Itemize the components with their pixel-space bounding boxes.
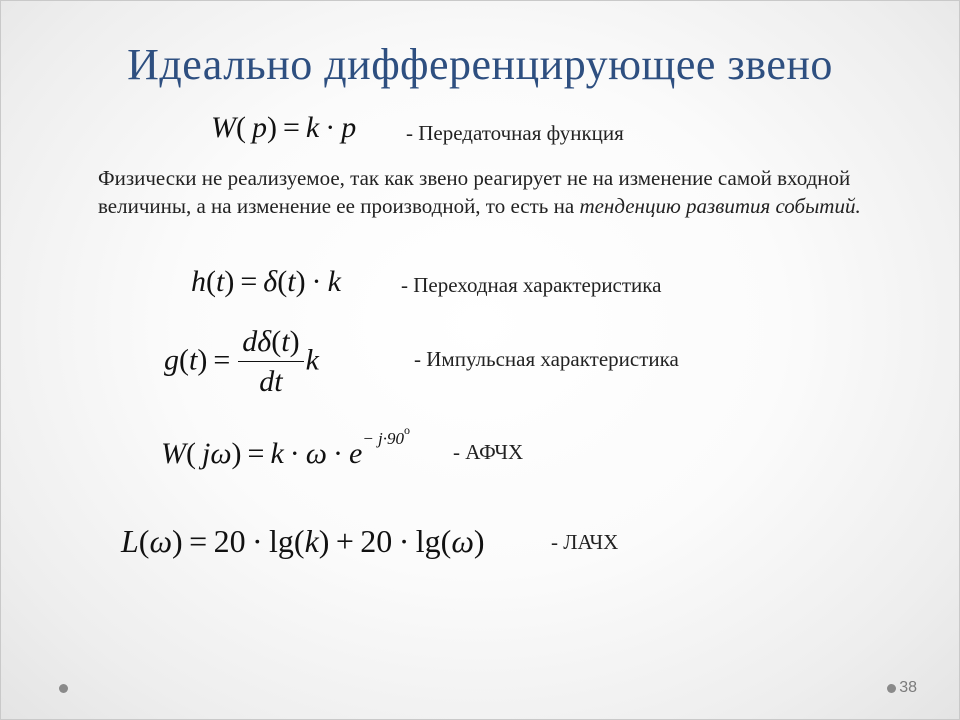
step-response-label: - Переходная характеристика (401, 273, 662, 297)
afch-formula: W( $j\omega) = k \cdot \omega \cdot e^{- j\cdot 90^o}$ (161, 423, 411, 470)
impulse-response-label: - Импульсная характеристика (414, 347, 679, 371)
lach-formula: L(ω) = 20 · lg(k) + 20 · lg(ω) (121, 523, 485, 559)
page-number: 38 (899, 679, 917, 696)
footer-left-dot (59, 684, 68, 693)
paragraph-text: Физически не реализуемое, так как звено реагирует не на изменение самой входной величины, а на изменение ее производной, то есть на (98, 166, 851, 218)
lach-label: - ЛАЧХ (551, 530, 619, 554)
footer-right-dot (887, 684, 896, 693)
paragraph-italic-text: тенденцию развития событий. (579, 194, 861, 218)
step-response-formula: h(t) = δ(t) · k (191, 265, 341, 298)
slide-title: Идеально дифференцирующее звено (127, 40, 833, 89)
description-paragraph (98, 164, 888, 220)
impulse-response-formula: g(t) = $\frac{d\delta(t)}{dt}$ k (164, 325, 319, 398)
afch-label: - АФЧХ (453, 440, 524, 464)
transfer-function-formula: W( p) = k · p (211, 111, 357, 144)
transfer-function-label: - Передаточная функция (406, 121, 624, 145)
